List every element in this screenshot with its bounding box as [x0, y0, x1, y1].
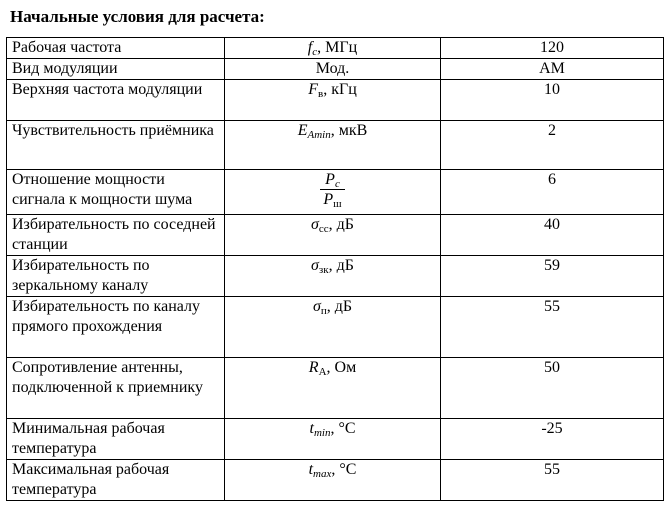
unit: , Ом: [326, 359, 357, 376]
unit: , кГц: [323, 81, 357, 98]
unit: , мкВ: [330, 122, 368, 139]
symbol-subscript: зк: [318, 264, 329, 276]
symbol: σ: [311, 216, 319, 233]
param-name-cell: Чувствительность приёмника: [7, 121, 225, 170]
symbol: E: [297, 122, 308, 139]
symbol-subscript: п: [320, 305, 327, 317]
table-row: [7, 460, 664, 501]
value-cell: 55: [441, 460, 664, 501]
symbol-cell: [225, 38, 441, 59]
table-row: [7, 215, 664, 256]
table-row: [7, 121, 664, 170]
param-name-cell: Рабочая частота: [7, 38, 225, 59]
symbol-cell: Мод.: [225, 59, 441, 80]
value-cell: АМ: [441, 59, 664, 80]
symbol-cell: [225, 121, 441, 170]
param-name-cell: Избирательность по каналу прямого прохождения: [7, 297, 225, 358]
table-row: [7, 256, 664, 297]
snr-fraction: [320, 170, 344, 210]
symbol-cell: [225, 419, 441, 460]
table-row: [7, 59, 664, 80]
symbol: t: [309, 420, 314, 437]
symbol: σ: [311, 257, 319, 274]
unit: , дБ: [328, 257, 354, 274]
symbol: t: [308, 461, 314, 478]
symbol-cell: [225, 80, 441, 121]
symbol-subscript: А: [318, 366, 327, 378]
unit: , °С: [331, 461, 357, 478]
param-name-cell: Минимальная рабочая температура: [7, 419, 225, 460]
value-cell: 120: [441, 38, 664, 59]
value-cell: 2: [441, 121, 664, 170]
param-name-cell: Сопротивление антенны, подключенной к приемнику: [7, 358, 225, 419]
table-row: [7, 170, 664, 215]
fraction-numerator: $P_c$: [320, 170, 344, 190]
fraction-denominator: $P_ш$: [323, 191, 342, 210]
value-cell: 59: [441, 256, 664, 297]
symbol-cell: [225, 215, 441, 256]
table-row: [7, 80, 664, 121]
page-title: Начальные условия для расчета:: [10, 7, 265, 26]
symbol: F: [308, 81, 318, 98]
symbol-cell: [225, 297, 441, 358]
unit: , °С: [330, 420, 356, 437]
unit: , дБ: [326, 298, 353, 315]
symbol-subscript: Amin: [307, 129, 331, 141]
unit: , дБ: [328, 216, 354, 233]
symbol: R: [308, 359, 319, 376]
symbol-subscript: max: [313, 468, 332, 480]
symbol-subscript: сс: [318, 223, 329, 235]
table-row: [7, 38, 664, 59]
symbol-subscript: min: [313, 427, 331, 439]
value-cell: 6: [441, 170, 664, 215]
symbol-cell: [225, 460, 441, 501]
param-name-cell: Избирательность по соседней станции: [7, 215, 225, 256]
param-name-cell: Избирательность по зеркальному каналу: [7, 256, 225, 297]
symbol-cell: [225, 170, 441, 215]
value-cell: 55: [441, 297, 664, 358]
param-name-cell: Верхняя частота модуляции: [7, 80, 225, 121]
symbol-subscript: в: [317, 88, 324, 100]
table-row: [7, 297, 664, 358]
param-name-cell: Вид модуляции: [7, 59, 225, 80]
symbol: σ: [312, 298, 321, 315]
value-cell: 10: [441, 80, 664, 121]
value-cell: 50: [441, 358, 664, 419]
parameters-table: [6, 37, 664, 501]
table-row: [7, 358, 664, 419]
symbol: f: [307, 39, 313, 56]
unit: , МГц: [317, 39, 358, 56]
table-row: [7, 419, 664, 460]
symbol-subscript: c: [312, 46, 318, 58]
param-name-cell: Максимальная рабочая температура: [7, 460, 225, 501]
param-name-cell: Отношение мощности сигнала к мощности шума: [7, 170, 225, 215]
symbol-cell: [225, 256, 441, 297]
value-cell: 40: [441, 215, 664, 256]
symbol-cell: [225, 358, 441, 419]
value-cell: -25: [441, 419, 664, 460]
